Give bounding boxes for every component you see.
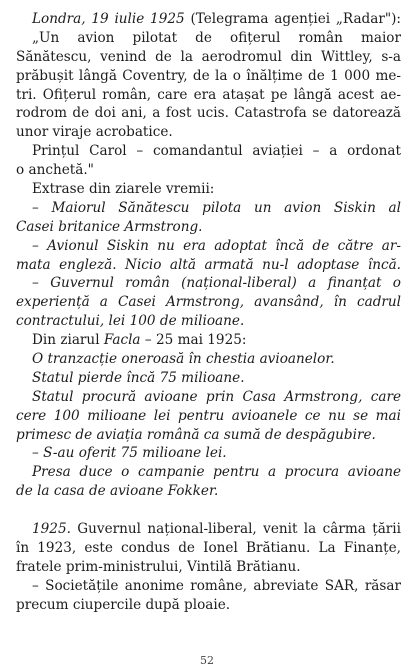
text-line: rodrom de doi ani, a fost ucis. Catastrofa se datorează — [16, 105, 401, 122]
text-line: primesc de aviația română ca sumă de despăgubire. — [16, 426, 376, 443]
text-line: „Un avion pilotat de ofițerul român maior — [32, 29, 401, 46]
dateline: Londra, 19 iulie 1925 — [32, 11, 185, 27]
text-line: o anchetă." — [16, 162, 94, 179]
text-line: – Avionul Siskin nu era adoptat încă de către ar- — [32, 237, 401, 254]
text-line: Din ziarul Facla – 25 mai 1925: — [32, 332, 247, 349]
text-line: O tranzacție oneroasă în chestia avioanelor. — [32, 351, 335, 368]
page-number: 52 — [200, 654, 214, 667]
section-gap — [16, 501, 401, 520]
text-line: fratele prim-ministrului, Vintilă Brătianu. — [16, 558, 301, 575]
page-body — [16, 10, 401, 615]
text-line: contractului, lei 100 de milioane. — [16, 313, 245, 330]
text-line: tri. Ofițerul român, care era atașat pe lângă acest ae- — [16, 86, 401, 103]
text-line: prăbușit lângă Coventry, de la o înălțime de 1 000 me- — [16, 67, 401, 84]
text-line: – S-au oferit 75 milioane lei. — [32, 445, 227, 462]
text-line: Presa duce o campanie pentru a procura avioane — [32, 464, 401, 481]
text-line: Sănătescu, venind de la aerodromul din Wittley, s-a — [16, 48, 401, 65]
text-line: cere 100 milioane lei pentru avioanele ce nu se mai — [16, 407, 401, 424]
newspaper-name: Facla — [103, 332, 141, 349]
text-line: 1925. Guvernul național-liberal, venit la cârma țării — [32, 521, 401, 538]
text-line: – Societățile anonime române, abreviate SAR, răsar — [32, 577, 401, 594]
text-line: în 1923, este condus de Ionel Brătianu. La Finanțe, — [16, 540, 401, 557]
text-line: mata engleză. Nicio altă armată nu-l adoptase încă. — [16, 256, 401, 273]
text-line: Prințul Carol – comandantul aviației – a ordonat — [32, 143, 401, 160]
text-line: – Guvernul român (național-liberal) a finanțat o — [32, 275, 401, 292]
text-line: Extrase din ziarele vremii: — [32, 181, 215, 198]
text-line: Casei britanice Armstrong. — [16, 218, 203, 235]
text-line: de la casa de avioane Fokker. — [16, 483, 219, 500]
text-line: Statul pierde încă 75 milioane. — [32, 369, 245, 386]
text-line: – Maiorul Sănătescu pilota un avion Siskin al — [32, 199, 401, 216]
text-line: Statul procură avioane prin Casa Armstrong, care — [32, 388, 401, 405]
text-line: Londra, 19 iulie 1925 (Telegrama agenției „Radar"): — [32, 11, 401, 27]
text-line: unor viraje acrobatice. — [16, 124, 173, 141]
text-line: precum ciupercile după ploaie. — [16, 596, 231, 613]
year-label: 1925. — [32, 521, 71, 538]
text-line: experiență a Casei Armstrong, avansând, în cadrul — [16, 294, 401, 311]
